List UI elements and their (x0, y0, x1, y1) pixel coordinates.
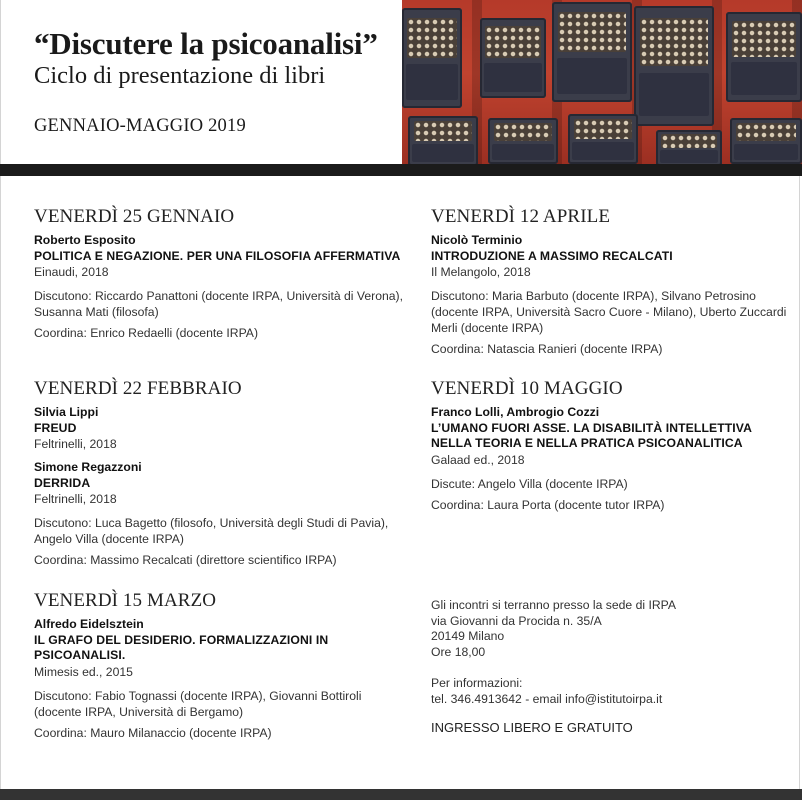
event-12-aprile (431, 206, 791, 362)
typewriter-shape (726, 12, 802, 102)
venue-address: via Giovanni da Procida n. 35/A (431, 613, 602, 628)
book (34, 460, 404, 507)
book-author: Silvia Lippi (34, 405, 99, 419)
event-coordinator: Coordina: Enrico Redaelli (docente IRPA) (34, 326, 258, 340)
event-coordinator: Coordina: Massimo Recalcati (direttore scientifico IRPA) (34, 553, 337, 567)
book (34, 405, 404, 452)
book-publisher: Il Melangolo, 2018 (431, 265, 531, 279)
book (431, 233, 791, 280)
page-subtitle: Ciclo di presentazione di libri (34, 62, 326, 89)
footer-band (0, 789, 802, 800)
book-author: Franco Lolli, Ambrogio Cozzi (431, 405, 600, 419)
book-publisher: Feltrinelli, 2018 (34, 437, 117, 451)
typewriter-shape (730, 118, 802, 164)
header (0, 0, 804, 164)
book-title: DERRIDA (34, 475, 91, 490)
book-author: Nicolò Terminio (431, 233, 523, 247)
book-publisher: Einaudi, 2018 (34, 265, 109, 279)
event-discussants: Discutono: Riccardo Panattoni (docente IRPA, Università di Verona), Susanna Mati (filosofa) (34, 289, 403, 319)
contact-details[interactable]: tel. 346.4913642 - email info@istitutoirpa.it (431, 691, 663, 706)
event-25-gennaio (34, 206, 404, 346)
book-title: FREUD (34, 420, 77, 435)
typewriter-shape (568, 114, 638, 164)
typewriter-shape (488, 118, 558, 164)
typewriter-shape (408, 116, 478, 164)
book-publisher: Feltrinelli, 2018 (34, 492, 117, 506)
book (34, 233, 404, 280)
book-title: POLITICA E NEGAZIONE. PER UNA FILOSOFIA AFFERMATIVA (34, 248, 401, 263)
event-22-febbraio (34, 378, 404, 573)
typewriter-shape (656, 130, 722, 164)
typewriter-shape (480, 18, 546, 98)
event-10-maggio (431, 378, 791, 518)
book-title: L’UMANO FUORI ASSE. LA DISABILITÀ INTELLETTIVA NELLA TEORIA E NELLA PRATICA PSICOANALITICA (431, 420, 752, 450)
book-title: IL GRAFO DEL DESIDERIO. FORMALIZZAZIONI IN PSICOANALISI. (34, 632, 329, 662)
event-discussants: Discutono: Fabio Tognassi (docente IRPA), Giovanni Bottiroli (docente IRPA, Università di Bergamo) (34, 688, 362, 719)
event-date: VENERDÌ 22 FEBBRAIO (34, 378, 242, 399)
book-publisher: Mimesis ed., 2015 (34, 664, 133, 679)
venue-line: Gli incontri si terranno presso la sede di IRPA (431, 598, 676, 612)
book-title: INTRODUZIONE A MASSIMO RECALCATI (431, 248, 673, 263)
event-discussants: Discutono: Luca Bagetto (filosofo, Università degli Studi di Pavia), Angelo Villa (docente IRPA) (34, 516, 389, 546)
event-discussants: Discute: Angelo Villa (docente IRPA) (431, 476, 628, 491)
page-title: “Discutere la psicoanalisi” (34, 26, 378, 61)
book-author: Alfredo Eidelsztein (34, 617, 144, 631)
venue-info (431, 598, 791, 735)
free-entry-note: INGRESSO LIBERO E GRATUITO (431, 719, 633, 735)
header-divider-band (0, 164, 802, 176)
book (34, 617, 404, 680)
event-date: VENERDÌ 25 GENNAIO (34, 206, 235, 227)
event-date: VENERDÌ 12 APRILE (431, 206, 611, 227)
typewriter-shape (552, 2, 632, 102)
book-author: Simone Regazzoni (34, 460, 142, 474)
event-discussants: Discutono: Maria Barbuto (docente IRPA), Silvano Petrosino (docente IRPA, Università Sacro Cuore - Milano), Uberto Zuccardi Merli (docente IRPA) (431, 289, 787, 335)
typewriter-shape (402, 8, 462, 108)
event-date: VENERDÌ 15 MARZO (34, 590, 217, 611)
event-coordinator: Coordina: Natascia Ranieri (docente IRPA) (431, 342, 663, 356)
contact-label: Per informazioni: (431, 676, 523, 691)
typewriter-shape (634, 6, 714, 126)
event-coordinator: Coordina: Laura Porta (docente tutor IRPA) (431, 497, 665, 512)
venue-time: Ore 18,00 (431, 644, 486, 659)
book-author: Roberto Esposito (34, 233, 136, 247)
event-coordinator: Coordina: Mauro Milanaccio (docente IRPA) (34, 725, 272, 740)
event-date: VENERDÌ 10 MAGGIO (431, 378, 623, 399)
period-label: GENNAIO-MAGGIO 2019 (34, 116, 246, 136)
book-publisher: Galaad ed., 2018 (431, 452, 525, 467)
event-15-marzo (34, 590, 404, 746)
book (431, 405, 791, 468)
venue-city: 20149 Milano (431, 629, 505, 644)
typewriters-hero-image (402, 0, 802, 164)
